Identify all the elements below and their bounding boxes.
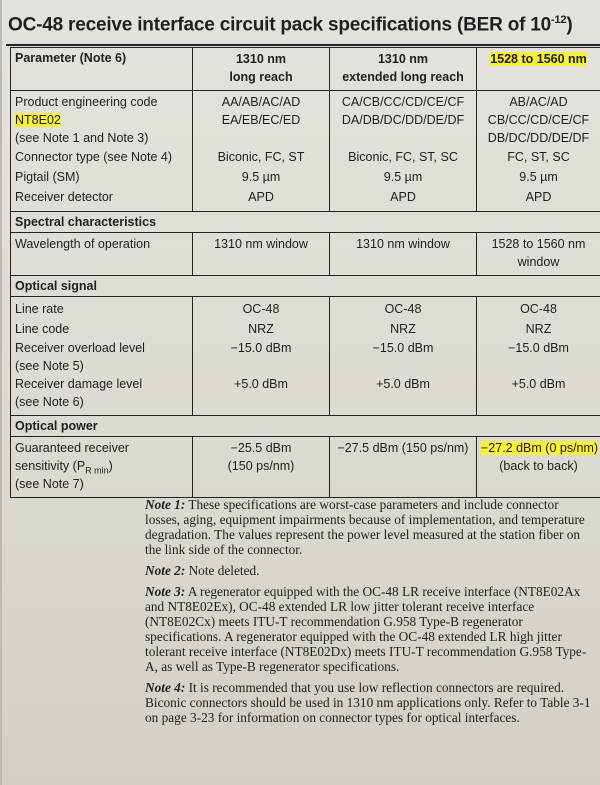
physical-col3: AB/AC/AD CB/CC/CD/CE/CF DB/DC/DD/DE/DF FC, ST, SC 9.5 µm APD [477,91,600,212]
note-2-text: Note deleted. [188,563,260,578]
signal-col2: OC-48 NRZ −15.0 dBm +5.0 dBm [330,297,477,416]
wavelength-label: Wavelength of operation [11,233,193,276]
note-2-label: Note 2: [145,563,186,578]
sensitivity-col1: −25.5 dBm (150 ps/nm) [193,437,330,498]
sensitivity-highlight: −27.2 dBm (0 ps/nm) [481,441,599,455]
title-close: ) [566,14,573,36]
wavelength-col3: 1528 to 1560 nm window [477,233,600,276]
sensitivity-col2: −27.5 dBm (150 ps/nm) [330,437,477,498]
title-rule [6,44,600,46]
spec-row-signal [11,297,600,416]
physical-col2: CA/CB/CC/CD/CE/CF DA/DB/DC/DD/DE/DF Biconic, FC, ST, SC 9.5 µm APD [330,91,477,212]
section-optical-power-label: Optical power [11,416,600,437]
spec-row-sensitivity [11,437,600,498]
note-2 [145,563,595,578]
header-row [11,48,600,91]
page-title [8,14,598,36]
sensitivity-label: Guaranteed receiver sensitivity $(P_{R min})$ (see Note 7) [11,437,193,498]
signal-col1: OC-48 NRZ −15.0 dBm +5.0 dBm [193,297,330,416]
physical-labels: Product engineering code NT8E02 (see Note 1 and Note 3) Connector type (see Note 4) Pigtail (SM) Receiver detector [11,91,193,212]
spec-table [10,47,600,498]
signal-col3: OC-48 NRZ −15.0 dBm +5.0 dBm [477,297,600,416]
spec-row-wavelength [11,233,600,276]
page-edge [0,0,2,785]
wavelength-col2: 1310 nm window [330,233,477,276]
note-3 [145,584,595,674]
note-1-label: Note 1: [145,497,186,512]
signal-labels: Line rate Line code Receiver overload level (see Note 5) Receiver damage level (see Note 6) [11,297,193,416]
section-optical-power [11,416,600,437]
note-1 [145,497,595,557]
wavelength-col1: 1310 nm window [193,233,330,276]
physical-col1: AA/AB/AC/AD EA/EB/EC/ED Biconic, FC, ST 9.5 µm APD [193,91,330,212]
sensitivity-col3: −27.2 dBm (0 ps/nm) (back to back) [477,437,600,498]
header-col2: 1310 nm extended long reach [330,48,477,91]
product-code-highlight: NT8E02 [15,113,61,127]
note-4-text: It is recommended that you use low reflection connectors are required. Biconic connectors should be used in 1310 nm applications only. Refer to Table 3-1 on page 3-23 for information on connector types for optical interfaces. [145,680,591,725]
note-3-text: A regenerator equipped with the OC-48 LR receive interface (NT8E02Ax and NT8E02Ex), OC-48 extended LR low jitter tolerant receive interface (NT8E02Cx) meets ITU-T recommendation G.958 Type-B regenerator specifications. A regenerator equipped with the OC-48 extended LR high jitter tolerant receive interface (NT8E02Dx) meets ITU-T recommendation G.958 Type-A, as well as Type-B regenerator specifications. [145,584,587,674]
section-optical-signal [11,276,600,297]
section-optical-signal-label: Optical signal [11,276,600,297]
note-1-text: These specifications are worst-case parameters and include connector losses, aging, equipment impairments because of implementation, and temperature degradation. The values represent the power level measured at the station fiber on the link side of the connector. [145,497,585,557]
header-col1: 1310 nm long reach [193,48,330,91]
note-4 [145,680,595,725]
spec-row-physical [11,91,600,212]
note-4-label: Note 4: [145,680,186,695]
section-spectral [11,212,600,233]
header-col3 [477,48,600,91]
title-text: OC-48 receive interface circuit pack specifications (BER of 10 [8,14,552,36]
notes-section [145,497,595,731]
section-spectral-label: Spectral characteristics [11,212,600,233]
header-param: Parameter (Note 6) [11,48,193,91]
title-exponent: -12 [551,14,567,26]
header-col3-highlight: 1528 to 1560 nm [490,52,587,66]
note-3-label: Note 3: [145,584,186,599]
